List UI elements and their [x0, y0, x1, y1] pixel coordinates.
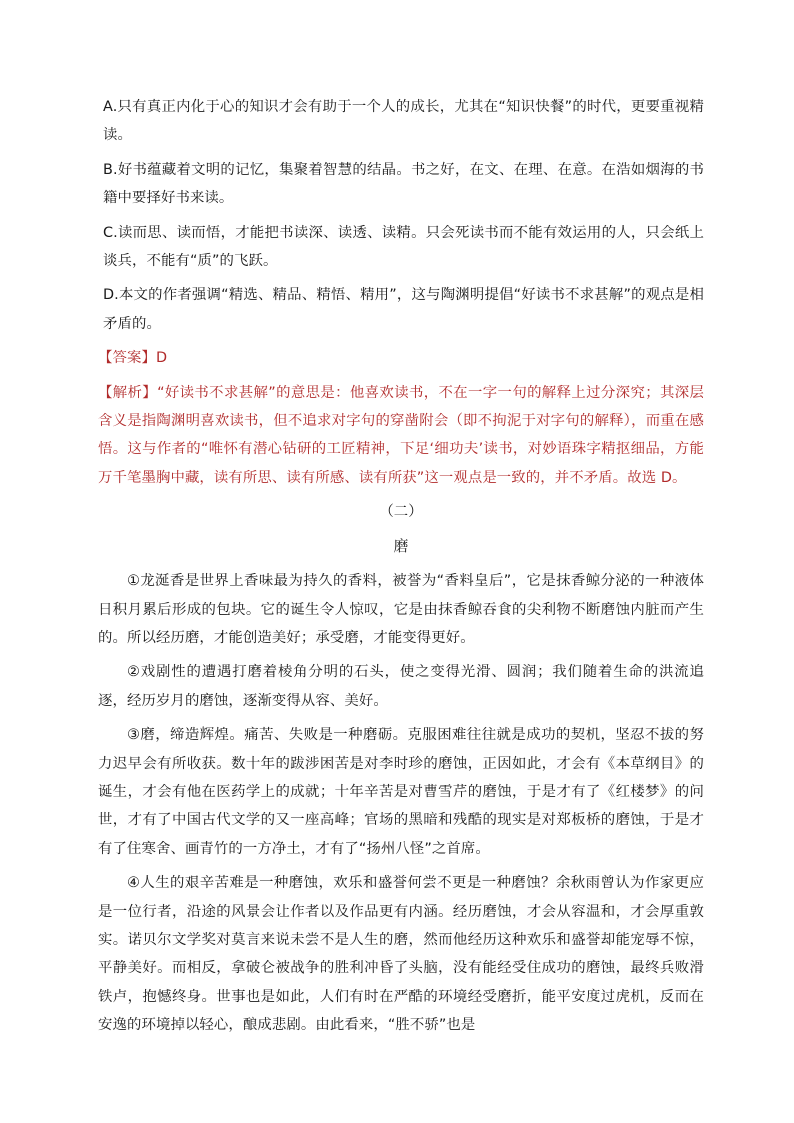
answer-value: D: [155, 350, 168, 367]
paragraph-4: ④人生的艰辛苦难是一种磨蚀，欢乐和盛誉何尝不更是一种磨蚀？余秋雨曾认为作家更应是一位行者，沿途的风景会让作者以及作品更有内涵。经历磨蚀，才会从容温和，才会厚重敦实。诺贝尔文学奖对莫言来说未尝不是人生的磨，然而他经历这种欢乐和盛誉却能宠辱不惊，平静美好。而相反，拿破仑被战争的胜利冲昏了头脑，没有能经受住成功的磨蚀，最终兵败滑铁卢，抱憾终身。世事也是如此，人们有时在严酷的环境经受磨折，能平安度过虎机，反而在安逸的环境掉以轻心，酿成悲剧。由此看来，“胜不骄”也是: [98, 875, 704, 1034]
analysis-tag: 【解析】: [98, 384, 158, 401]
answer-tag: 【答案】: [98, 350, 156, 367]
section-number: （二）: [379, 504, 423, 521]
answer-line: [98, 344, 704, 372]
option-a: A.只有真正内化于心的知识才会有助于一个人的成长，尤其在“知识快餐”的时代，更要重视精读。: [103, 99, 704, 144]
paragraph-3: ③磨，缔造辉煌。痛苦、失败是一种磨砺。克服困难往往就是成功的契机，坚忍不拔的努力迟早会有所收获。数十年的跋涉困苦是对李时珍的磨蚀，正因如此，才会有《本草纲目》的诞生，才会有他在医药学上的成就；十年辛苦是对曹雪芹的磨蚀，于是才有了《红楼梦》的问世，才有了中国古代文学的又一座高峰；官场的黑暗和残酷的现实是对郑板桥的磨蚀，于是才有了住寒舍、画青竹的一方净土，才有了“扬州八怪”之首席。: [98, 727, 704, 857]
section-title: 磨: [393, 537, 409, 555]
paragraph-2: ②戏剧性的遭遇打磨着棱角分明的石头，使之变得光滑、圆润；我们随着生命的洪流追逐，经历岁月的磨蚀，逐渐变得从容、美好。: [98, 664, 704, 709]
option-c: C.读而思、读而悟，才能把书读深、读透、读精。只会死读书而不能有效运用的人，只会纸上谈兵，不能有“质”的飞跃。: [103, 224, 704, 270]
option-b: B.好书蕴藏着文明的记忆，集聚着智慧的结晶。书之好，在文、在理、在意。在浩如烟海的书籍中要择好书来读。: [103, 161, 704, 207]
option-d: D.本文的作者强调“精选、精品、精悟、精用”，这与陶渊明提倡“好读书不求甚解”的观点是相矛盾的。: [103, 287, 704, 332]
paragraph-1: ①龙涎香是世界上香味最为持久的香料，被誉为“香料皇后”，它是抹香鲸分泌的一种液体日积月累后形成的包块。它的诞生令人惊叹，它是由抹香鲸吞食的尖利物不断磨蚀内脏而产生的。所以经历磨，才能创造美好；承受磨，才能变得更好。: [98, 573, 704, 646]
document-content: [98, 93, 704, 1046]
analysis-paragraph: [98, 379, 704, 493]
analysis-text: “好读书不求甚解”的意思是：他喜欢读书，不在一字一句的解释上过分深究；其深层含义是指陶渊明喜欢读书，但不追求对字句的穿凿附会（即不拘泥于对字句的解释），而重在感悟。这与作者的“唯怀有潜心钻研的工匠精神，下足‘细功夫’读书，对妙语珠字精抠细品，方能万千笔墨胸中藏，读有所思、读有所感、读有所获”这一观点是一致的，并不矛盾。故选 D。: [98, 384, 704, 486]
